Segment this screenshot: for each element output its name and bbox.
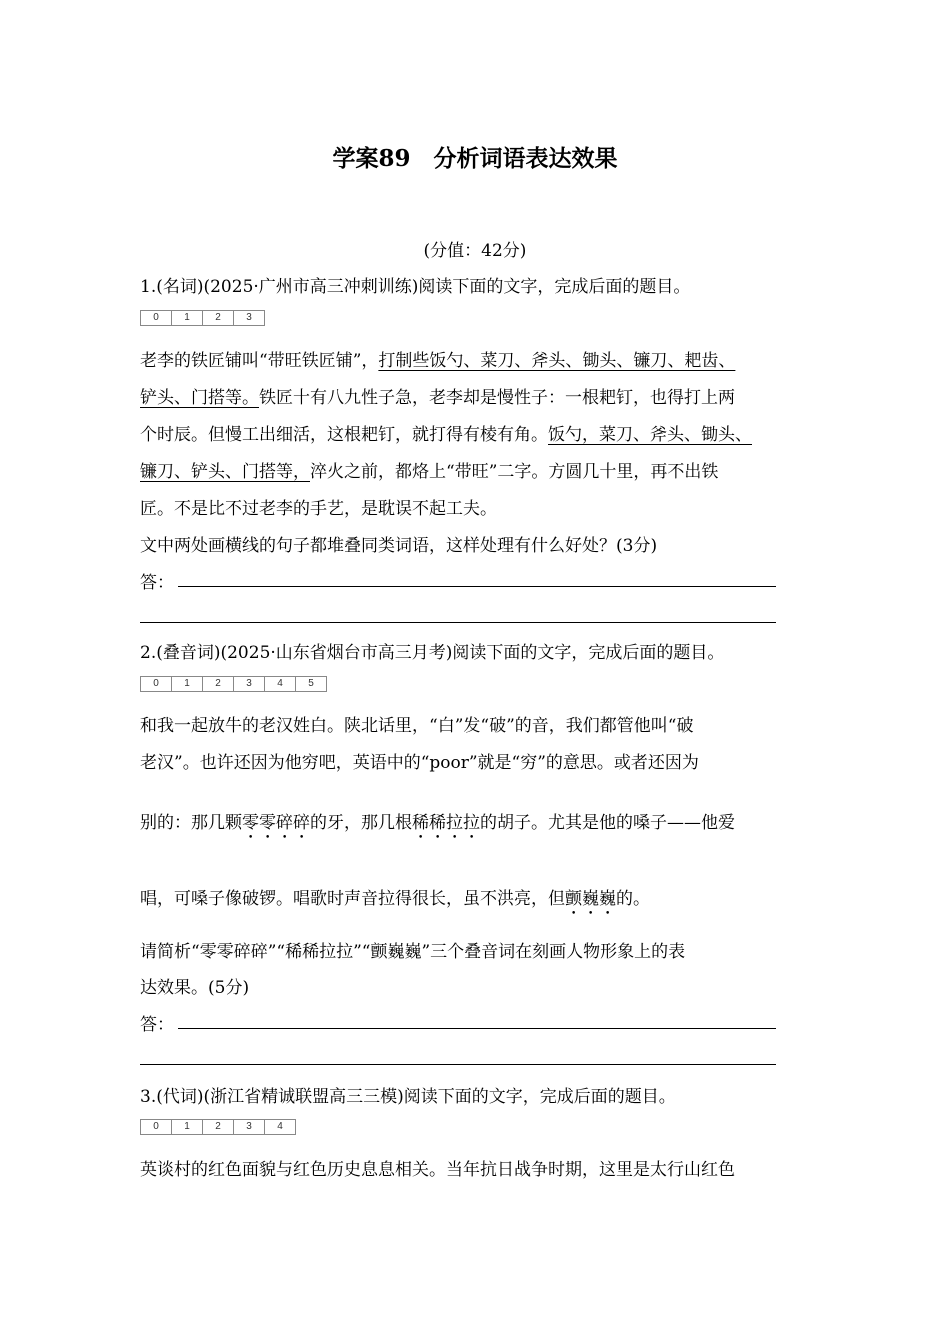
emphasized-text: 颤巍巍	[565, 889, 616, 909]
q2-passage-line: 老汉”。也许还因为他穷吧，英语中的“poor”就是“穷”的意思。或者还因为	[140, 753, 699, 773]
q1-answer-line[interactable]	[178, 586, 776, 587]
score-box[interactable]: 2	[203, 311, 234, 325]
score-box[interactable]: 3	[234, 677, 265, 691]
score-box[interactable]: 5	[308, 678, 314, 689]
q1-passage-line: 匠。不是比不过老李的手艺，是耽误不起工夫。	[140, 499, 497, 519]
q3-score-boxes[interactable]	[140, 1119, 296, 1135]
q1-answer-line[interactable]	[140, 622, 776, 623]
q1-answer-label: 答：	[140, 573, 174, 593]
page-title: 学案89 分析词语表达效果	[332, 145, 618, 172]
q2-answer-line[interactable]	[178, 1028, 776, 1029]
score-box[interactable]: 1	[172, 1120, 203, 1134]
q1-passage-line: 老李的铁匠铺叫“带旺铁匠铺”，打制些饭勺、菜刀、斧头、锄头、镰刀、耙齿、	[140, 351, 736, 371]
score-box[interactable]: 2	[203, 677, 234, 691]
underlined-text: 铲头、门搭等。	[140, 388, 259, 408]
q2-passage-line: 唱，可嗓子像破锣。唱歌时声音拉得很长，虽不洪亮，但颤巍巍的。	[140, 889, 650, 909]
q1-score-boxes[interactable]	[140, 310, 265, 326]
score-box[interactable]: 4	[265, 677, 296, 691]
q3-heading: 3.(代词)(浙江省精诚联盟高三三模)阅读下面的文字，完成后面的题目。	[140, 1087, 676, 1107]
q2-answer-line[interactable]	[140, 1064, 776, 1065]
q1-passage-line: 镰刀、铲头、门搭等，淬火之前，都烙上“带旺”二字。方圆几十里，再不出铁	[140, 462, 719, 482]
emphasized-text: 稀稀拉拉	[412, 813, 480, 833]
score-box[interactable]: 0	[141, 311, 172, 325]
q3-passage-line: 英谈村的红色面貌与红色历史息息相关。当年抗日战争时期，这里是太行山红色	[140, 1160, 735, 1180]
q2-heading: 2.(叠音词)(2025·山东省烟台市高三月考)阅读下面的文字，完成后面的题目。	[140, 643, 725, 663]
emphasized-text: 零零碎碎	[242, 813, 310, 833]
score-info: (分值：42分)	[423, 241, 527, 261]
q2-answer-label: 答：	[140, 1015, 174, 1035]
score-box[interactable]: 0	[141, 677, 172, 691]
q1-passage-line: 铲头、门搭等。铁匠十有八九性子急，老李却是慢性子：一根耙钉，也得打上两	[140, 388, 735, 408]
q2-question: 达效果。(5分)	[140, 978, 250, 998]
score-box[interactable]: 2	[203, 1120, 234, 1134]
q2-question: 请简析“零零碎碎”“稀稀拉拉”“颤巍巍”三个叠音词在刻画人物形象上的表	[140, 942, 686, 962]
score-box[interactable]: 1	[172, 311, 203, 325]
score-box[interactable]: 3	[234, 1120, 265, 1134]
q2-passage-line: 和我一起放牛的老汉姓白。陕北话里，“白”发“破”的音，我们都管他叫“破	[140, 716, 694, 736]
q1-question: 文中两处画横线的句子都堆叠同类词语，这样处理有什么好处？(3分)	[140, 536, 658, 556]
underlined-text: 镰刀、铲头、门搭等，	[140, 462, 310, 482]
score-box[interactable]: 3	[246, 312, 252, 323]
score-box[interactable]: 1	[172, 677, 203, 691]
q2-passage-line: 别的：那几颗零零碎碎的牙，那几根稀稀拉拉的胡子。尤其是他的嗓子——他爱	[140, 813, 735, 833]
score-box[interactable]: 4	[277, 1121, 283, 1132]
score-box[interactable]: 0	[141, 1120, 172, 1134]
q1-passage-line: 个时辰。但慢工出细活，这根耙钉，就打得有棱有角。饭勺，菜刀、斧头、锄头、	[140, 425, 752, 445]
q2-score-boxes[interactable]	[140, 676, 327, 692]
underlined-text: 饭勺，菜刀、斧头、锄头、	[548, 425, 752, 445]
underlined-text: 打制些饭勺、菜刀、斧头、锄头、镰刀、耙齿、	[378, 351, 736, 371]
q1-heading: 1.(名词)(2025·广州市高三冲刺训练)阅读下面的文字，完成后面的题目。	[140, 277, 691, 297]
